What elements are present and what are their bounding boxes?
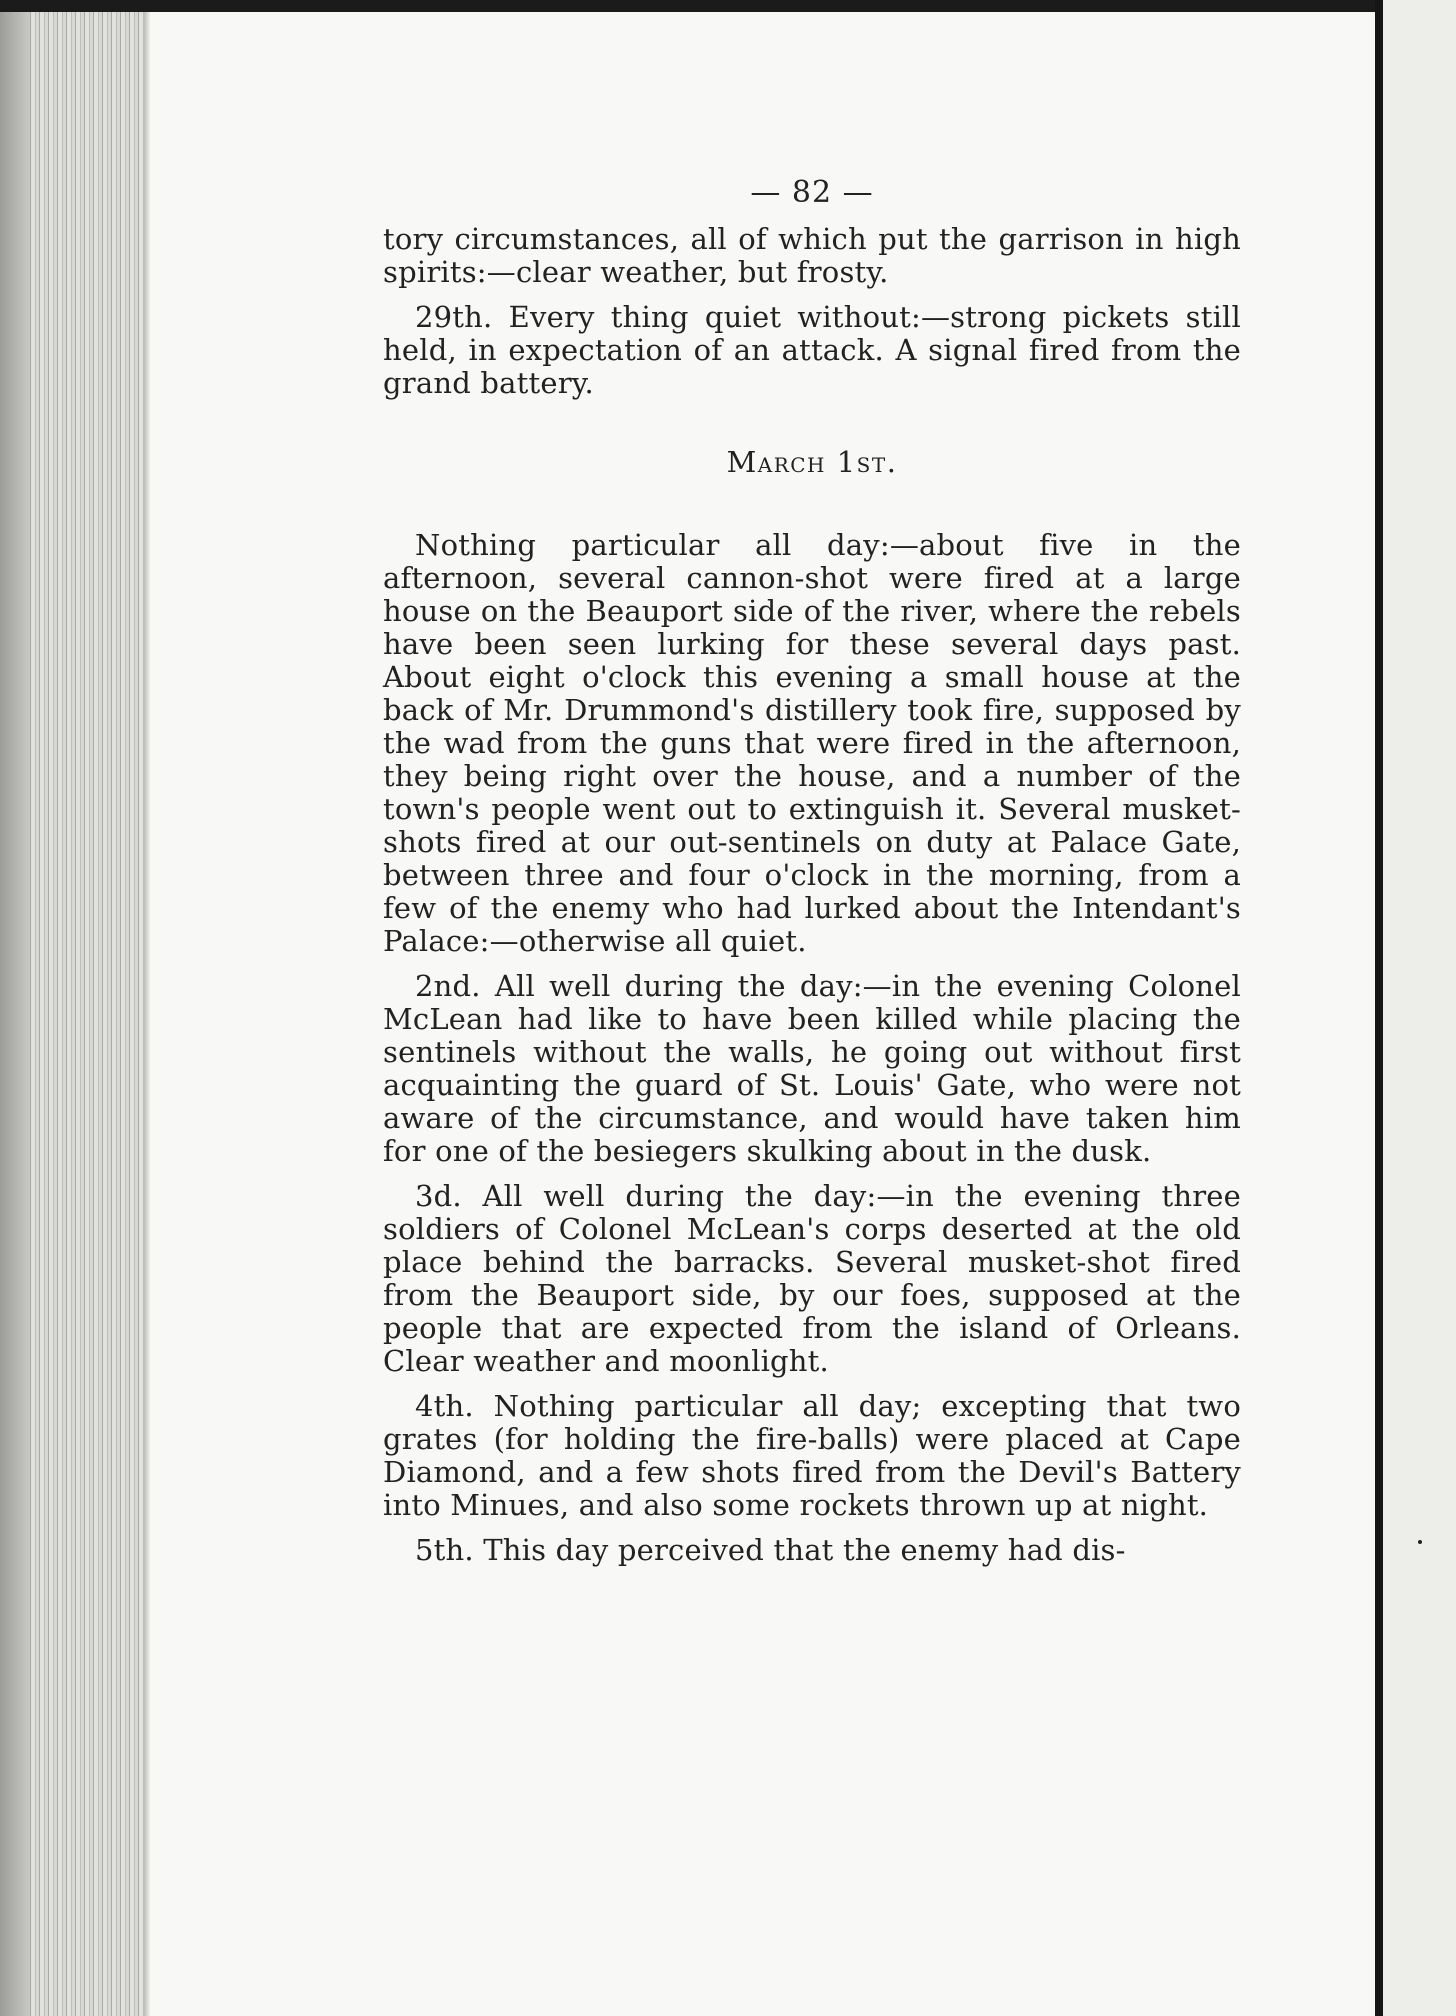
paragraph-3d: 3d. All well during the day:—in the evening three soldiers of Colonel McLean's corps deserted at the old place behind the barracks. Several musket-shot fired from the Beauport side, by our foes, supposed at the people that are expected from the island of Orleans. Clear weather and moonlight.: [383, 1179, 1241, 1378]
paragraph-5th: 5th. This day perceived that the enemy had dis-: [415, 1533, 1126, 1567]
page-number: — 82 —: [750, 175, 874, 210]
paragraph-2nd: 2nd. All well during the day:—in the evening Colonel McLean had like to have been killed while placing the sentinels without the walls, he going out without first acquainting the guard of St. Louis' Gate, who were not aware of the circumstance, and would have taken him for one of the besiegers skulking about in the dusk.: [383, 969, 1241, 1168]
paragraph-march-1st: Nothing particular all day:—about five in the afternoon, several cannon-shot were fired at a large house on the Beauport side of the river, where the rebels have been seen lurking for these several days past. About eight o'clock this evening a small house at the back of Mr. Drummond's distillery took fire, supposed by the wad from the guns that were fired in the afternoon, they being right over the house, and a number of the town's people went out to extinguish it. Several musket-shots fired at our out-sentinels on duty at Palace Gate, between three and four o'clock in the morning, from a few of the enemy who had lurked about the Intendant's Palace:—otherwise all quiet.: [383, 528, 1241, 958]
film-right-border: [1375, 0, 1383, 2016]
paragraph-4th: 4th. Nothing particular all day; excepting that two grates (for holding the fire-balls) were placed at Cape Diamond, and a few shots fired from the Devil's Battery into Minues, and also some rockets thrown up at night.: [383, 1389, 1241, 1522]
page-text: [383, 176, 1241, 1579]
film-top-border: [0, 0, 1456, 12]
paragraph-29th: 29th. Every thing quiet without:—strong pickets still held, in expectation of an attack. A signal fired from the grand battery.: [383, 300, 1241, 400]
film-right-margin: [1383, 0, 1456, 2016]
dust-speck: [1418, 1540, 1422, 1544]
section-heading: March 1st.: [726, 445, 898, 479]
book-page-edges: [0, 12, 150, 2016]
paragraph-continuation: tory circumstances, all of which put the garrison in high spirits:—clear weather, but frosty.: [383, 222, 1241, 289]
